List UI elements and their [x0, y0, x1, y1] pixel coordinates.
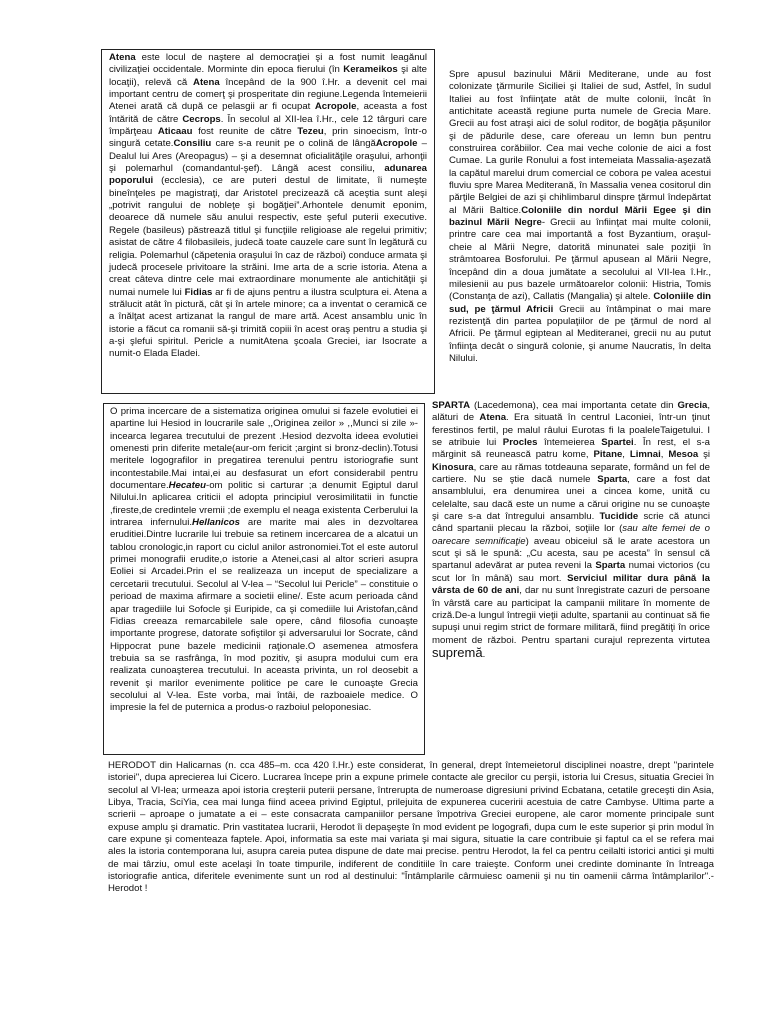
- text-run: fost reunite de către: [192, 126, 298, 138]
- sparta-text-block: [432, 400, 710, 735]
- text-run: ,: [622, 449, 630, 461]
- text-run: – Dealul lui Ares (Areopagus) – şi a desemnat oficialităţile oraşului, arhonţii şi polemarhul (comandantul-şef). Lângă acest consiliu,: [109, 138, 427, 175]
- text-run: O prima incercare de a sistematiza originea omului si fazele evolutiei ei apartine lui Hesiod in loucrarile sale ,,Originea zeilor » ,,Munci si zile »-incearca legarea trecutului de prezent .Hesiod dezvolta ideea evolutiei omenesti prin diferite metale(aur-om fericit ;argint si bronz-declin).Totusi meritele logografilor in pregatirea terenului pentru istoriografie sunt incontestabile.Mai intai,ei au desfasurat un efort considerabil pentru documentare.: [110, 406, 418, 492]
- text-run: Serviciul militar dura până la vârsta de 60 de ani: [432, 572, 710, 597]
- text-run: Limnai: [629, 449, 661, 461]
- text-run: numai victorios (cu scut lor în mână) sau mort.: [432, 560, 710, 584]
- text-run: Tezeu: [297, 126, 324, 138]
- text-run: Atena: [109, 52, 136, 63]
- herodot-paragraph: [108, 760, 714, 896]
- text-run: ,: [660, 449, 669, 461]
- text-run: Tucidide: [599, 511, 639, 523]
- text-run: Atena: [193, 76, 220, 88]
- text-run: , dar nu sunt înregistrate cazuri de persoane în vârstă care au participat la campanii militare în momente de criză.De-a lungul întregii vieţii adulte, spartanii au continuat să fie supuşi unui regim strict de formare militară, fiind pregătiţi în orice moment de război. Pentru spartani curajul reprezenta virtutea: [432, 585, 710, 646]
- text-run: Aticaau: [157, 126, 193, 138]
- text-run: Hecateu: [168, 480, 206, 492]
- text-run: Fidias: [184, 286, 213, 298]
- text-run: Mesoa: [668, 449, 699, 461]
- text-run: începând de la 900 î.Hr. a devenit cel mai important centru de comerţ şi prosperitate din regiune.Legenda întemeierii Atenei arată că după ce pelasgii ar fi ocupat: [109, 76, 427, 113]
- text-run: , alături de: [432, 400, 710, 424]
- text-run: Kinosura: [432, 461, 474, 473]
- text-run: Hellanicos: [192, 517, 241, 529]
- athens-text-box: [101, 49, 435, 394]
- text-run: scrie că atunci când spartanii plecau la război, soţiile lor (: [432, 511, 710, 535]
- text-run: (ecclesia), ce are puteri destul de limitate, îi numeşte bineînţeles pe magistraţi, dar Aristotel precizează că aceştia sunt aleşi „potrivit rangului de nobleţe şi bogăţiei”.Arhontele denumit eponim, deoarece dă numele său anului respectiv, este şeful puterii executive. Regele (basileus) păstrează titlul şi funcţiile religioase ale regelui primitiv; asistat de către 4 filobasileis, judecă toate cauzele care sunt în legătură cu religia. Polemarhul (căpetenia oraşului în caz de război) conduce armata şi judecă procesele privitoare la străini. Ime arta de a scrie istoria. Atena a creat câteva dintre cele mai extraordinare monumente ale antichităţii şi numai numele lui: [109, 175, 427, 298]
- text-run: Spartei: [601, 437, 634, 449]
- text-run: , prin sinoecism, într-o singură cetate.: [109, 126, 427, 150]
- text-run: este locul de naştere al democraţiei şi a fost numit leagănul civilizaţiei occidentale. Morminte din epoca fierului (în: [109, 52, 427, 76]
- text-run: Pitane: [593, 449, 623, 461]
- text-run: ar fi de ajuns pentru a ilustra sculptura ei. Atena a strălucit atât în pictură, cât şi în artele minore; ca a inventat o ceramică ce a înălţat acest artizanat la rangul de mare artă. Acest ansamblu unic în istorie a făcut ca romanii să-şi trimită copiii în acest oraş pentru a studia şi a-şi şlefui spiritul. Pericle a numitAtena şcoala Greciei, iar Isocrate a numit-o Elada Eladei.: [109, 286, 427, 360]
- text-run: - Grecii au înfiinţat mai multe colonii, printre care cea mai importantă a fost Byzantium, oraşul-cheie al Mării Negre, datorită minunatei sale poziţii în strâmtoarea Bosforului. Pe ţărmul apusean al Mării Negre, începând din a doua jumătate a secolului al VII-lea î.Hr., milesienii au pus bazele următoarelor colonii: Histria, Tomis (Constanţa de azi), Callatis (Mangalia) şi altele.: [449, 217, 711, 303]
- text-run: . În secolul al XII-lea î.Hr., cele 12 târguri care împărţeau: [109, 113, 427, 138]
- text-run: Cecrops: [182, 113, 221, 125]
- text-run: Sparta: [595, 560, 626, 572]
- text-run: HERODOT din Halicarnas (n. cca 485–m. cca 420 î.Hr.) este considerat, în general, drept întemeietorul disciplinei noastre, drept "parintele istoriei", dupa aprecierea lui Cicero. Lucrarea începe prin a expune primele contacte ale grecilor cu perşii, istoria lui Cresus, situatia Greciei în secolul al VI-lea; urmeaza apoi istoria creşterii puterii persane, întrerupta de numeroase digresiuni privind Ecbatana, cetatile greceşti din Asia, Libya, Tracia, SciYia, cea mai lunga fiind aceea privind Egiptul, prilejuita de expunerea cuceririi acestuia de catre Cambyse. Ultima parte a scrierii – aproape o jumatate a ei – este consacrata campaniilor persane împotriva Greciei europene, ale caror momente principale sunt expuse amplu şi dramatic. Prin vastitatea lucrarii, Herodot îi depaşeşte în mod evident pe logografi, dupa cum le este superior şi prin modul în care expune şi comenteaza faptele. Apoi, informatia sa este mai variata şi mai sigura, situatie la care contribuie şi faptul ca el se refera mai ales la istoria contemporana lui, asupra careia putea dispune de date mai precise. pentru Herodot, la fel ca pentru ceilalti istorici antici şi multi de mai târziu, omul este acelaşi în toate timpurile, indiferent de conditiile în care traieşte. Conform unei credinte dominante în întreaga istoriografie antica, diferitele evenimente sunt un rod al destinului: "Întâmplarile cârmuiesc oamenii şi nu tin oamenii cârma întâmplarilor".-Herodot !: [108, 760, 714, 895]
- text-run: , care a fost dat ansamblului, era denumirea unei a cincea kome, unită cu celelalte, sau dacă este un nume a cărui origine nu se cunoaşte şi care s-a dat întregului ansamblu.: [432, 474, 710, 523]
- text-run: (Lacedemona), cea mai importanta cetate din: [470, 400, 678, 411]
- text-run: -om politic si carturar ;a denumit Egiptul darul Nilului.In aplicarea criticii el adopta principiul verosimilitatii in functie ,fireste,de credintele vremii ;de exemplu el neaga existenta Cerberului la intrarea infernului.: [110, 480, 418, 529]
- origins-paragraph: [110, 406, 418, 715]
- text-run: Kerameikos: [343, 64, 398, 76]
- text-run: ) aveau obiceiul să le arate acestora un scut şi să le spună: „Cu acesta, sau pe acesta” în sensul că spartanul adevărat ar putea reveni la: [432, 535, 710, 572]
- text-run: supremă: [432, 644, 483, 660]
- text-run: Coloniile din nordul Mării Egee şi din bazinul Mării Negre: [449, 204, 712, 229]
- text-run: , aceasta a fost întărită de către: [109, 101, 427, 125]
- text-run: Acropole: [314, 101, 357, 113]
- colonies-text-block: [449, 69, 711, 391]
- text-run: Spre apusul bazinului Mării Mediterane, unde au fost colonizate ţărmurile Siciliei şi Italiei de sud, Astfel, în sudul Italiei au fost înfiinţate atât de multe colonii, încât în antichitate această regiune purta numele de Grecia Mare. Grecii au fost atraşi aici de solul roditor, de bogăţia păşunilor şi de pădurile dese, care ofereau un lemn bun pentru construirea corăbiilor. Cea mai veche colonie de aici a fost Cumae. La gurile Ronului a fost intemeiata Massalia-aşezată la capătul marelui drum comercial ce cobora pe valea acestui fluviu spre Marea Mediterană, în Massalia venea cositorul din părţile Belgiei de azi şi chihlimbarul dinspre ţărmul îndepărtat al Mării Baltice.: [449, 69, 711, 216]
- text-run: Procles: [502, 437, 538, 449]
- text-run: Grecia: [677, 400, 708, 411]
- text-run: SPARTA: [432, 400, 471, 411]
- colonies-paragraph: [449, 69, 711, 365]
- text-run: . Era situată în centrul Laconiei, într-un ţinut ferestinos fertil, pe malul râului Eurotas fi la poaleleTaigetului. I se atribuie lui: [432, 412, 710, 449]
- text-run: Atena: [479, 412, 507, 424]
- text-run: întemeierea: [537, 437, 602, 449]
- text-run: are marite mai ales in dezvoltarea eruditiei.Dintre lucrarile lui trebuie sa retinem incercarea de a alcatui un tablou cronologic,in raport cu ciclul anilor astronomiei.Tot el este autorul primei monografii erudite,o istorie a Atenei,casi al altor scrieri asupra Eoliei si Arcadei.Prin el se realizeaza un inceput de specializare a cercetarii trecutului. Secolul al V-lea – “Secolul lui Pericle” – constituie o perioad de maxima afirmare a societii eline/. Este acum perioada când apar tragediile lui Sofocle şi Euripide, ca şi comediile lui Aristofan,când Fidias creeaza remarcabilele sale opere, când filosofia cunoaşte importante progrese, datorate sofiştilor şi adversarului lor Socrate, când Hippocrat pune bazele medicinii raţionale.O asemenea atmosfera trebuia sa se rasfrânga, în mod pozitiv, şi asupra modului cum era realizata cunoaşterea trecutului. In aceasta privinta, un rol deosebit a revenit şi marilor evenimente politice pe care le cunoaşte Grecia secolului al V-lea. Este vorba, mai întâi, de razboaiele medice. O impresie la fel de puternica a produs-o razboiul peloponesiac.: [110, 517, 418, 714]
- text-run: şi: [698, 449, 710, 461]
- text-run: . În rest, el s-a mărginit să reunească patru kome,: [432, 437, 710, 461]
- text-run: .: [482, 648, 486, 660]
- text-run: Consiliu: [173, 138, 212, 150]
- origins-text-box: [103, 403, 425, 755]
- text-run: , care au rămas totdeauna separate, formând un fel de cartiere. Nu se ştie dacă numele: [432, 461, 710, 486]
- text-run: Sparta: [597, 474, 628, 486]
- text-run: care s-a reunit pe o colină de lângă: [211, 138, 376, 150]
- herodot-text-block: [108, 760, 714, 895]
- text-run: Grecii au întâmpinat o mai mare rezistenţă din partea populaţiilor de pe ţărmul de nord al Africii. Pe ţărmul egiptean al Mediteranei, grecii nu au putut înfiinţa decât o singură colonie, şi anume Naucratis, în delta Nilului.: [449, 303, 711, 364]
- text-run: sau alte femei de o oarecare semnificaţie: [432, 523, 710, 547]
- text-run: Acropole: [375, 138, 418, 150]
- text-run: şi alte locaţii), relevă că: [109, 64, 427, 88]
- text-run: adunarea poporului: [109, 163, 427, 187]
- athens-paragraph: [109, 52, 427, 361]
- text-run: Coloniile din sud, pe ţărmul Africii: [449, 291, 711, 315]
- sparta-paragraph: [432, 400, 710, 661]
